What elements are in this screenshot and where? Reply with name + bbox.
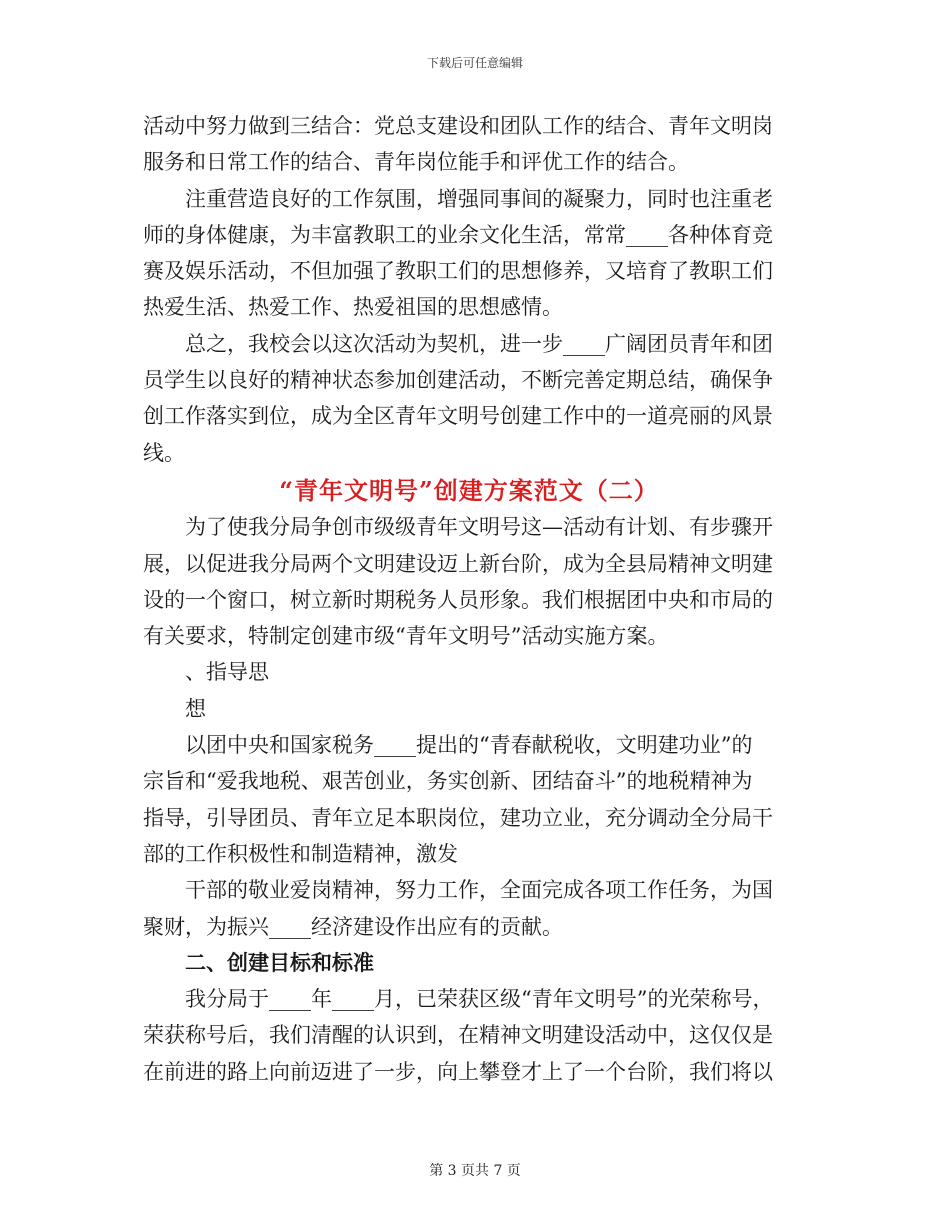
- text-line: 赛及娱乐活动，不但加强了教职工们的思想修养，又培育了教职工们: [143, 259, 773, 284]
- text-line: 宗旨和“爱我地税、艰苦创业，务实创新、团结奋斗”的地税精神为: [143, 769, 753, 794]
- text-line: 、指导思: [185, 660, 269, 685]
- text-line: 创工作落实到位，成为全区青年文明号创建工作中的一道亮丽的风景: [143, 404, 773, 429]
- text-line: 我分局于____年____月，已荣获区级“青年文明号”的光荣称号，: [185, 987, 774, 1012]
- text-line: 服务和日常工作的结合、青年岗位能手和评优工作的结合。: [143, 150, 689, 175]
- paragraphs-before-title: [143, 108, 795, 471]
- text-line: 线。: [143, 440, 185, 465]
- text-line: 活动中努力做到三结合：党总支建设和团队工作的结合、青年文明岗: [143, 114, 773, 138]
- document-body: [143, 108, 795, 1090]
- text-line: 员学生以良好的精神状态参加创建活动，不断完善定期总结，确保争: [143, 368, 773, 393]
- text-line: 荣获称号后，我们清醒的认识到，在精神文明建设活动中，这仅仅是: [143, 1023, 773, 1048]
- text-line: 展，以促进我分局两个文明建设迈上新台阶，成为全县局精神文明建: [143, 551, 773, 576]
- page-header: 下载后可任意编辑: [426, 56, 523, 70]
- text-line: 为了使我分局争创市级级青年文明号这—活动有计划、有步骤开: [185, 515, 773, 540]
- text-line: 干部的敬业爱岗精神，努力工作，全面完成各项工作任务，为国: [185, 878, 773, 903]
- page-footer: 第 3 页共 7 页: [429, 1163, 521, 1179]
- text-line: 聚财，为振兴____经济建设作出应有的贡献。: [143, 914, 563, 939]
- paragraphs-after-title: [143, 509, 795, 1090]
- text-line: 热爱生活、热爱工作、热爱祖国的思想感情。: [143, 295, 563, 320]
- text-line: 以团中央和国家税务____提出的“青春献税收，文明建功业”的: [185, 733, 753, 758]
- text-line: 注重营造良好的工作氛围，增强同事间的凝聚力，同时也注重老: [185, 186, 773, 211]
- text-line: 二、创建目标和标准: [185, 949, 374, 975]
- text-line: 设的一个窗口，树立新时期税务人员形象。我们根据团中央和市局的: [143, 587, 773, 612]
- text-line: 想: [185, 696, 206, 721]
- text-line: 有关要求，特制定创建市级“青年文明号”活动实施方案。: [143, 624, 669, 649]
- text-line: 在前进的路上向前迈进了一步，向上攀登才上了一个台阶，我们将以: [143, 1059, 773, 1084]
- text-line: 指导，引导团员、青年立足本职岗位，建功立业，充分调动全分局干: [143, 805, 773, 830]
- text-line: 总之，我校会以这次活动为契机，进一步____广阔团员青年和团: [185, 331, 773, 356]
- section-title: “青年文明号”创建方案范文（二）: [279, 475, 659, 505]
- text-line: 部的工作积极性和制造精神，激发: [143, 841, 458, 866]
- text-line: 师的身体健康，为丰富教职工的业余文化生活，常常____各种体育竞: [143, 222, 773, 247]
